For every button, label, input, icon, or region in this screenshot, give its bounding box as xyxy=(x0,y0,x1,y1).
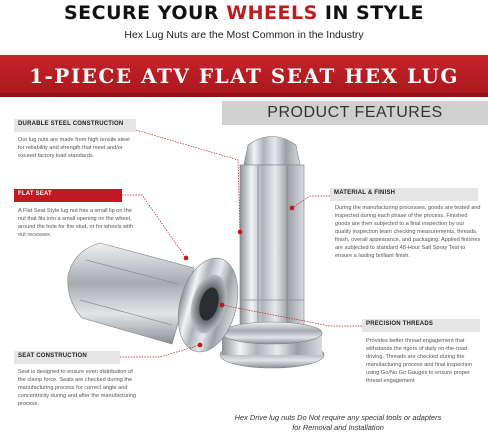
tilted-lug-nut xyxy=(68,243,248,359)
durable-steel-text: Our lug nuts are made from high tensile steel for reliability and strength that meet and/or exceed factory load standards. xyxy=(18,137,130,159)
title-banner xyxy=(0,55,488,97)
material-finish-heading: MATERIAL & FINISH xyxy=(330,188,478,201)
material-finish-text: During the manufacturing processes, goods are tested and inspected during each phase of the process. Finished goods are then subjected to a final inspection by our quality inspection team checking measurements, threads, finish, overall appearance, and packaging. Applied finishes are subjected to standard 48-Hour Salt Spray Test to ensure a lasting brilliant finish. xyxy=(335,205,481,259)
headline-part2: WHEELS xyxy=(226,2,318,24)
headline-part3: IN STYLE xyxy=(324,2,424,24)
footer-note xyxy=(190,413,486,433)
subhead: Hex Lug Nuts are the Most Common in the Industry xyxy=(124,29,364,41)
footer-line1: Hex Drive lug nuts Do Not require any special tools or adapters xyxy=(234,413,442,422)
headline-part1: SECURE YOUR xyxy=(64,2,220,24)
standing-lug-nut xyxy=(220,137,324,369)
footer-line2: for Removal and Installation xyxy=(292,423,384,432)
precision-threads-text: Provides better thread engagement that withstands the rigors of daily on-the-road driving. Threads are checked during the manufacturing process and final inspection using Go/No Go Gauges to ensure proper thread engagement xyxy=(366,338,473,384)
headline xyxy=(0,2,488,24)
precision-threads-heading: PRECISION THREADS xyxy=(362,319,480,332)
seat-construction-heading: SEAT CONSTRUCTION xyxy=(14,351,120,364)
product-features-label: PRODUCT FEATURES xyxy=(267,104,443,121)
leader-lines xyxy=(120,130,362,357)
flat-seat-heading: FLAT SEAT xyxy=(14,189,122,202)
flat-seat-text: A Flat Seat Style lug nut has a small lip on the nut that fits into a small opening on the wheel, around the hole for the stud, or for wheels with out recesses. xyxy=(18,208,134,238)
durable-steel-heading: DURABLE STEEL CONSTRUCTION xyxy=(14,119,136,132)
product-features-bar xyxy=(222,101,488,125)
banner-title: 1-PIECE ATV FLAT SEAT HEX LUG xyxy=(29,64,459,88)
seat-construction-text: Seat is designed to ensure even distribution of the clamp force. Seats are checked during the manufacturing process for correct angle and concentricity during and after the manufacturing process. xyxy=(18,369,137,407)
